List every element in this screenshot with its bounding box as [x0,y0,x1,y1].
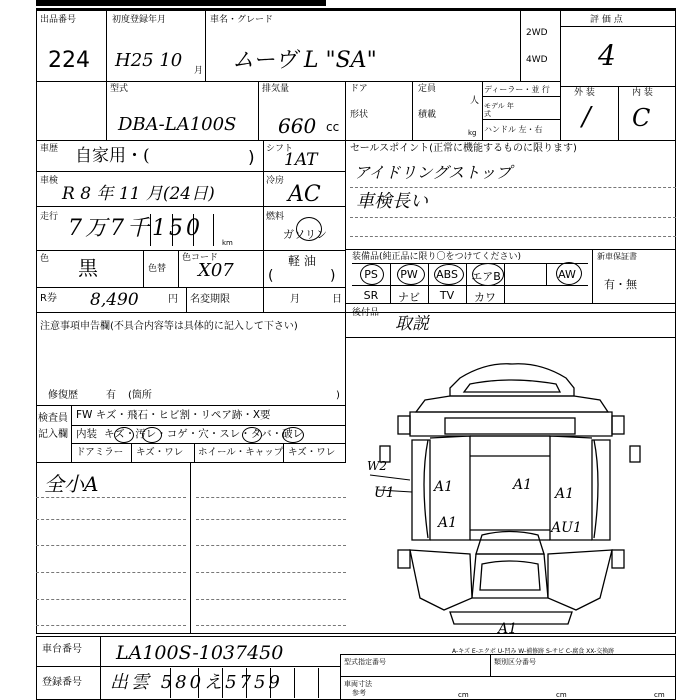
inspection: R 8 年 11 月(24日) [62,184,215,204]
equipment-label: 装備品(純正品に限り〇をつけてください) [352,252,522,262]
cm-3: cm [654,691,665,699]
notes-label: 注意事項申告欄(不具合内容等は具体的に記入して下さい) [40,321,298,332]
inspection-label: 車検 [40,176,59,186]
color-code: X07 [198,260,234,281]
ref-label: 参考 [352,689,366,697]
inspection-cert-label: 型式指定番号 [344,658,386,666]
damage-mark-a1-door: A1 [438,515,458,531]
recycle: 8,490 [90,290,139,310]
mileage-unit: km [222,239,233,247]
equip-circle-aw [556,262,582,285]
sales-point-line1: アイドリングストップ [354,163,512,182]
dimension-label: 車両寸法 [344,680,372,688]
equip-airbag: エアB [471,270,501,283]
ac: AC [288,182,321,207]
color-code-label: 色コード [182,253,219,263]
load-unit: kg [468,129,477,137]
first-reg: H25 10 [115,50,183,71]
color: 黒 [78,256,98,280]
type-label: 型式 [110,84,129,94]
damage-mark-u1: U1 [374,485,395,501]
drive-4wd: 4WD [526,55,548,65]
interior-circle-3 [242,427,262,443]
equip-ps: PS [364,268,378,281]
load-label: 積載 [418,110,437,120]
inspector-row3d: キズ・ワレ [288,447,336,458]
inspector-row2: キズ・汚レ・コゲ・穴・スレ・タバ・破レ [104,428,304,440]
accessories-label: 後付品 [352,308,380,318]
light-oil: 軽 油 [288,254,316,268]
interior-circle-1 [114,427,134,443]
door-label: ドア [350,84,368,94]
model-label: 車名・グレード [210,15,274,25]
usage-label: 車歴 [40,144,59,154]
equip-tv: TV [439,289,455,302]
displacement: 660 [278,114,317,138]
sales-point-label: セールスポイント(正常に機能するものに限ります) [350,143,577,154]
repair-label: 修復歴 [48,390,78,401]
meigi-day: 日 [332,294,342,305]
displacement-unit: cc [326,120,340,134]
type: DBA-LA100S [118,114,237,135]
first-reg-label: 初度登録年月 [112,15,167,25]
exterior-score: / [582,102,591,132]
repair-place: (箇所 [128,390,152,401]
repair: 有 [106,390,116,401]
damage-mark-au1: AU1 [551,520,582,536]
damage-mark-a1-right: A1 [555,486,575,502]
exterior-label: 外 装 [574,88,595,98]
color-change-label: 色替 [148,264,167,274]
new-warranty-label: 新車保証書 [597,252,637,261]
inspector-row3a: ドアミラー [76,447,124,458]
score-label: 評 価 点 [590,15,623,25]
equip-abs: ABS [436,268,458,281]
model: ムーヴ L "SA" [232,48,377,73]
inspector-row2-label: 内装 [76,428,97,440]
meigi-label: 名変期限 [190,294,230,305]
reg: 出雲 580え5759 [110,672,283,693]
damage-mark-a1-center: A1 [513,477,533,493]
dealer-label: ディーラー・並 行 [484,85,550,94]
ac-label: 冷房 [266,176,285,186]
capacity-unit: 人 [470,96,480,106]
first-reg-unit: 月 [194,66,204,76]
header-strip [36,0,326,6]
damage-legend: A-キズ E-エクボ U-凹み W-補修跡 S-サビ C-腐食 XX-交換跡 [452,648,615,655]
interior-circle-4 [282,427,304,443]
damage-mark-w2: W2 [367,459,387,473]
reg-label: 登録番号 [42,677,82,688]
usage-close: ) [248,148,255,168]
score: 4 [598,39,616,72]
color-label: 色 [40,254,50,264]
equip-aw: AW [558,268,576,281]
inspector-row1: FW キズ・飛石・ヒビ割・リペア跡・X要 [76,409,271,421]
inspector-label1: 検査員 [38,413,68,424]
equip-circle-airbag [472,263,504,286]
lot-no-label: 出品番号 [40,15,77,25]
damage-mark-a1-left: A1 [434,479,454,495]
equip-pw: PW [400,268,418,281]
displacement-label: 排気量 [262,84,290,94]
capacity-label: 定員 [418,84,437,94]
class-label: 類別区分番号 [494,658,536,666]
new-warranty: 有・無 [604,278,637,291]
shape-label: 形状 [350,110,369,120]
chassis: LA100S-1037450 [116,642,284,664]
mileage: 7万7千150 [68,216,203,241]
inspector-row3c: ホイール・キャップ [198,447,284,458]
fuel-circle [296,217,322,241]
lot-no: 224 [48,48,90,73]
fuel: ガソリン [283,228,327,241]
cm-1: cm [458,691,469,699]
inspector-label2: 記入欄 [38,429,68,440]
equip-circle-pw [397,264,425,285]
recycle-label: R券 [40,293,57,304]
equip-sr: SR [363,289,379,302]
car-damage-diagram [350,340,670,640]
interior-circle-2 [142,427,162,443]
interior-label: 内 装 [632,88,653,98]
steering-label: ハンドル 左・右 [484,125,543,134]
fuel-label: 燃料 [266,212,285,222]
damage-mark-a1-rear: A1 [498,621,518,637]
equip-circle-abs [434,264,464,285]
equip-leather: カワ [474,291,496,304]
inspector-row3b: キズ・ワレ [136,447,184,458]
recycle-unit: 円 [168,294,178,305]
chassis-label: 車台番号 [42,644,82,655]
inspector-comment: 全小A [44,472,99,496]
meigi-month: 月 [290,294,300,305]
repair-close: ) [336,390,340,401]
cm-2: cm [556,691,567,699]
accessories: 取説 [395,314,429,334]
shift-label: シフト [266,144,294,154]
usage: 自家用・( [75,146,150,166]
equip-circle-ps [360,264,384,285]
interior-score: C [632,104,651,132]
mileage-label: 走行 [40,212,59,222]
equip-navi: ナビ [398,291,420,304]
sales-point-line2: 車検長い [356,191,428,212]
model-year-label: モデル 年式 [484,102,514,118]
shift: 1AT [284,150,318,170]
drive-2wd: 2WD [526,28,548,38]
